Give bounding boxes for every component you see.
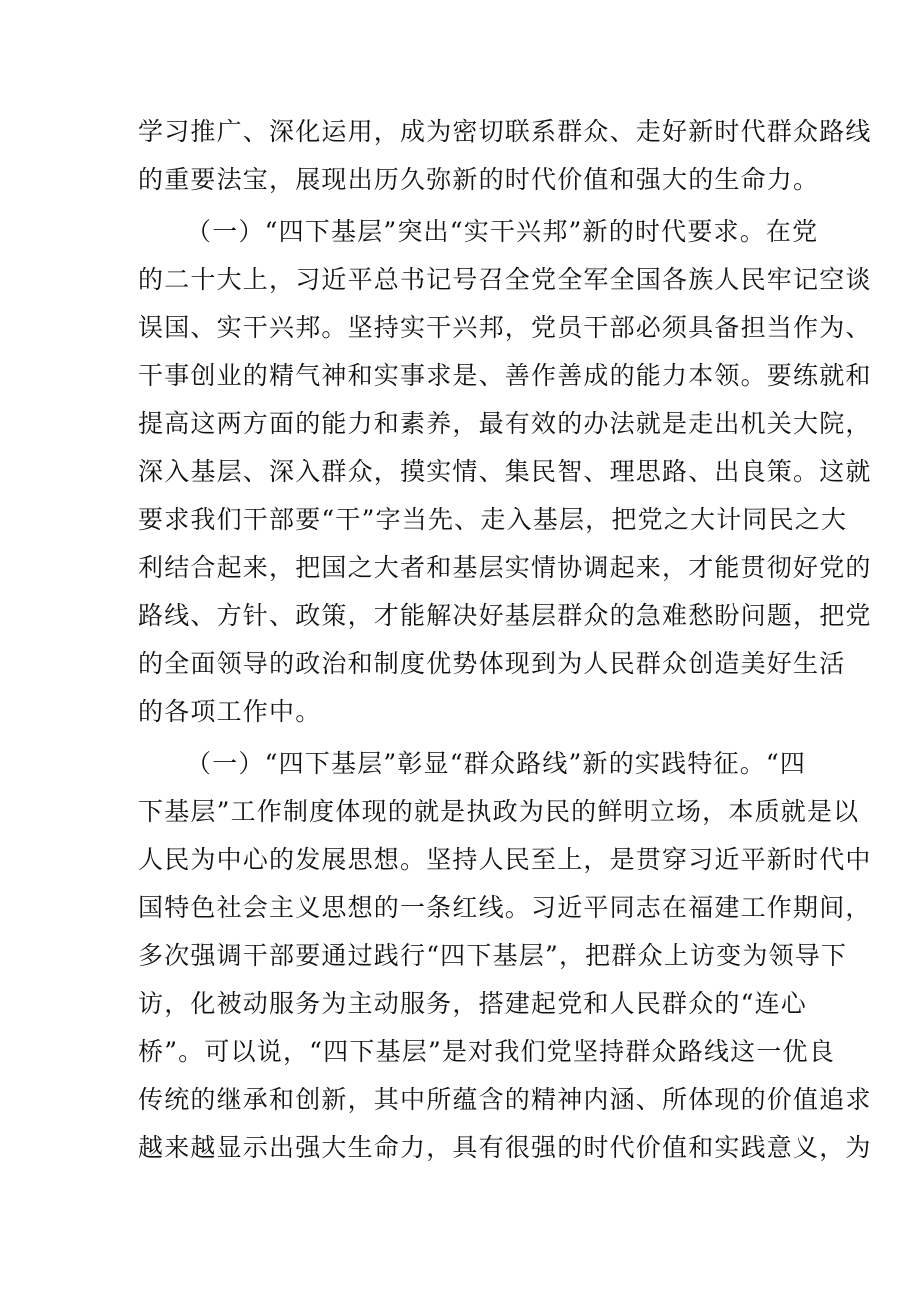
text-line: 国特色社会主义思想的一条红线。习近平同志在福建工作期间， xyxy=(138,893,872,922)
text-line: 利结合起来，把国之大者和基层实情协调起来，才能贯彻好党的 xyxy=(138,553,872,582)
text-line: 人民为中心的发展思想。坚持人民至上，是贯穿习近平新时代中 xyxy=(138,845,872,874)
section-heading-line: （一）“四下基层”彰显“群众路线”新的实践特征。“四 xyxy=(186,749,807,778)
text-line: 的重要法宝，展现出历久弥新的时代价值和强大的生命力。 xyxy=(138,165,820,194)
text-line: 路线、方针、政策，才能解决好基层群众的急难愁盼问题，把党 xyxy=(138,601,872,630)
text-line: 干事创业的精气神和实事求是、善作善成的能力本领。要练就和 xyxy=(138,361,872,390)
text-line: 桥”。可以说，“四下基层”是对我们党坚持群众路线这一优良 xyxy=(138,1037,835,1066)
text-line: 越来越显示出强大生命力，具有很强的时代价值和实践意义，为 xyxy=(138,1133,872,1162)
text-line: 访，化被动服务为主动服务，搭建起党和人民群众的“连心 xyxy=(138,989,807,1018)
text-line: 的二十大上，习近平总书记号召全党全军全国各族人民牢记空谈 xyxy=(138,265,872,294)
text-line: 误国、实干兴邦。坚持实干兴邦，党员干部必须具备担当作为、 xyxy=(138,313,872,342)
text-line: 提高这两方面的能力和素养，最有效的办法就是走出机关大院， xyxy=(138,409,872,438)
text-line: 下基层”工作制度体现的就是执政为民的鲜明立场，本质就是以 xyxy=(138,797,860,826)
text-line: 深入基层、深入群众，摸实情、集民智、理思路、出良策。这就 xyxy=(138,457,872,486)
text-line: 传统的继承和创新，其中所蕴含的精神内涵、所体现的价值追求 xyxy=(138,1085,872,1114)
text-line: 的各项工作中。 xyxy=(138,697,322,726)
text-line: 要求我们干部要“干”字当先、走入基层，把党之大计同民之大 xyxy=(138,505,848,534)
section-heading-line: （一）“四下基层”突出“实干兴邦”新的时代要求。在党 xyxy=(186,217,819,246)
text-line: 多次强调干部要通过践行“四下基层”，把群众上访变为领导下 xyxy=(138,941,848,970)
text-line: 学习推广、深化运用，成为密切联系群众、走好新时代群众路线 xyxy=(138,117,872,146)
text-line: 的全面领导的政治和制度优势体现到为人民群众创造美好生活 xyxy=(138,649,846,678)
